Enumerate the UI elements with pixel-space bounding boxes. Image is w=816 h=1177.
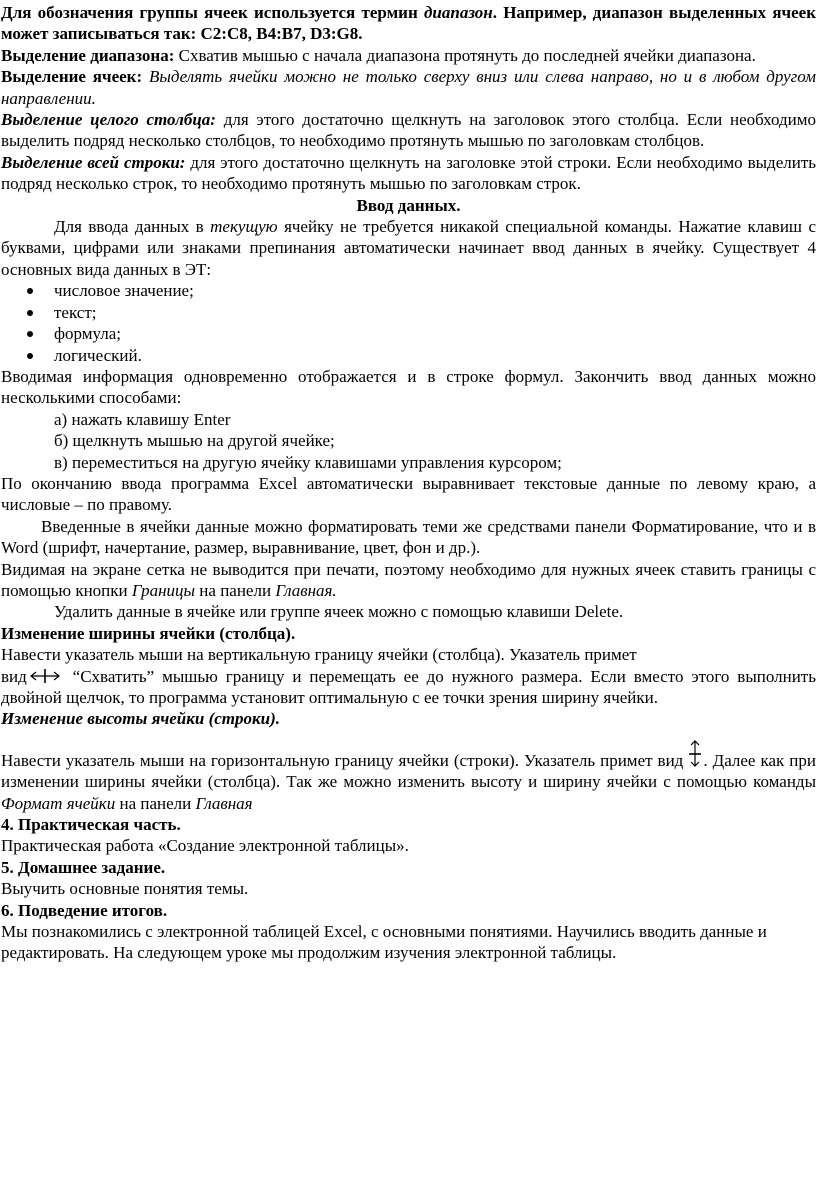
range-intro-text: Для обозначения группы ячеек используется термин [1, 3, 424, 22]
home-panel-name-2: Главная [195, 793, 253, 813]
select-row-label: Выделение всей строки: [1, 152, 186, 172]
section-summary-text: Мы познакомились с электронной таблицей Excel, с основными понятиями. Научились вводить данные и редактировать. На следующем уроке мы продолжим изучения электронной таблицы. [1, 922, 767, 963]
width-heading-text: Изменение ширины ячейки (столбца). [1, 623, 296, 643]
select-range-paragraph [1, 45, 816, 66]
list-item [1, 280, 816, 301]
bullet-icon [27, 353, 33, 359]
select-cells-paragraph [1, 66, 816, 109]
height-text-b: Далее как при изменении ширины ячейки (столбца). Так же можно изменить высоту и ширину ячейки с помощью команды [1, 750, 816, 792]
height-heading-text: Изменение высоты ячейки (строки). [1, 709, 280, 729]
data-entry-text-a: Для ввода данных в [54, 217, 211, 237]
data-entry-text-b: ячейку не требуется никакой специальной команды. Нажатие клавиш с буквами, цифрами или знаками препинания автоматически начинает ввод данных в ячейку. Существует 4 основных вида данных в ЭТ: [1, 217, 816, 279]
height-paragraph: Навести указатель мыши на горизонтальную границу ячейки (строки). Указатель примет вид . Далее как при изменении ширины ячейки (столбца). Так же можно изменить высоту и ширину ячейки с помощью команды Формат ячейки на панели Главная [1, 740, 816, 814]
input-display-paragraph: Вводимая информация одновременно отображается и в строке формул. Закончить ввод данных можно несколькими способами: [1, 366, 816, 408]
bullet-icon [27, 331, 33, 337]
borders-paragraph [1, 559, 816, 602]
range-term: диапазон [424, 3, 493, 22]
section-practice-text: Практическая работа «Создание электронной таблицы». [1, 836, 409, 856]
width-text-a: Навести указатель мыши на вертикальную границу ячейки (столбца). Указатель примет [1, 645, 637, 665]
data-entry-paragraph [1, 216, 816, 280]
list-item [1, 323, 816, 344]
data-entry-heading [1, 195, 816, 216]
select-cells-label: Выделение ячеек: [1, 67, 143, 87]
section-practice-title [1, 814, 816, 835]
height-text-a: Навести указатель мыши на горизонтальную границу ячейки (строки). Указатель примет вид [1, 750, 684, 770]
range-intro [1, 2, 816, 45]
range-example: . Например, диапазон выделенных ячеек может записываться так: С2:С8, В4:В7, D3:G8. [1, 3, 816, 44]
formatting-paragraph: Введенные в ячейки данные можно форматировать теми же средствами панели Форматирование, что и в Word (шрифт, начертание, размер, выравнивание, цвет, фон и др.). [1, 516, 816, 558]
way-item: б) щелкнуть мышью на другой ячейке; [54, 431, 335, 451]
list-item-text: числовое значение; [54, 281, 194, 301]
select-cells-text: Выделять ячейки можно не только сверху вниз или слева направо, но и в любом другом направлении. [1, 67, 816, 108]
resize-horizontal-icon [29, 669, 61, 683]
select-range-text: Схватив мышью с начала диапазона протянуть до последней ячейки диапазона. [174, 45, 756, 65]
current-cell-term: текущую [210, 217, 278, 237]
data-types-list [1, 280, 816, 366]
select-range-label: Выделение диапазона: [1, 45, 175, 65]
format-cells-command: Формат ячейки [1, 793, 116, 813]
way-item: в) переместиться на другую ячейку клавишами управления курсором; [54, 452, 562, 472]
delete-paragraph: Удалить данные в ячейке или группе ячеек можно с помощью клавиши Delete. [54, 602, 624, 622]
section-summary-title-text: 6. Подведение итогов. [1, 900, 168, 920]
borders-text-a: Видимая на экране сетка не выводится при печати, поэтому необходимо для нужных ячеек ставить границы с помощью кнопки [1, 559, 816, 600]
bullet-icon [27, 288, 33, 294]
borders-button-name: Границы [131, 580, 196, 600]
way-item: а) нажать клавишу Enter [54, 409, 231, 429]
width-text-b: “Схватить” мышью границу и перемещать ее до нужного размера. Если вместо этого выполнить двойной щелчок, то программа установит оптимальную с ее точки зрения ширину ячейки. [1, 666, 816, 707]
section-summary-title [1, 900, 816, 921]
select-row-paragraph [1, 152, 816, 195]
select-column-text: для этого достаточно щелкнуть на заголовок этого столбца. Если необходимо выделить подряд несколько столбцов, то необходимо протянуть мышью по заголовкам столбцов. [1, 110, 816, 151]
width-paragraph [1, 644, 816, 708]
list-item-text: формула; [54, 324, 122, 344]
height-heading [1, 708, 816, 729]
select-column-paragraph [1, 109, 816, 152]
height-text-c: на панели [115, 793, 196, 813]
list-item-text: логический. [54, 345, 142, 365]
section-homework-text: Выучить основные понятия темы. [1, 879, 249, 899]
home-panel-name: Главная. [275, 580, 337, 600]
section-homework-title-text: 5. Домашнее задание. [1, 857, 166, 877]
select-row-text: для этого достаточно щелкнуть на заголовке этой строки. Если необходимо выделить подряд несколько строк, то необходимо протянуть мышью по заголовкам строк. [1, 152, 816, 194]
list-item-text: текст; [54, 302, 97, 322]
section-practice-title-text: 4. Практическая часть. [1, 815, 181, 835]
width-heading [1, 623, 816, 644]
data-entry-heading-text: Ввод данных. [356, 195, 461, 215]
list-item [1, 345, 816, 366]
list-item [1, 302, 816, 323]
section-homework-title [1, 857, 816, 878]
alignment-paragraph: По окончанию ввода программа Excel автоматически выравнивает текстовые данные по левому краю, а числовые – по правому. [1, 473, 816, 515]
borders-text-b: на панели [195, 580, 276, 600]
bullet-icon [27, 310, 33, 316]
select-column-label: Выделение целого столбца: [1, 110, 216, 130]
resize-vertical-icon [687, 740, 703, 768]
width-text-view: вид [1, 666, 27, 686]
